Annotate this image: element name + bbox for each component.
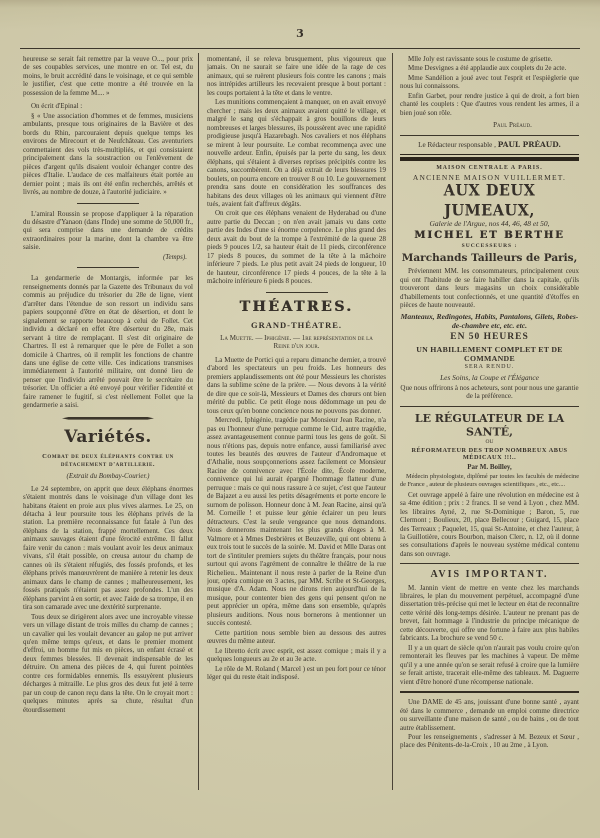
section-divider (77, 267, 139, 268)
ad-tailors-hours: EN 50 HEURES (450, 332, 529, 343)
column-left (23, 55, 193, 792)
ad-avis-paragraph-2: Il y a un quart de siècle qu'on n'aurait pas voulu croire qu'on remonterait les fleuves par les machines à vapeur. De même qu'il y a une année qu'on se serait refusé à croire que la lumière se ferait artiste, tracerait elle-même des tableaux. M. Daguerre vient d'être honoré d'une récompense nationale. (400, 643, 579, 686)
rule (400, 563, 579, 564)
ad-tailors-title: AUX DEUX JUMEAUX, (443, 181, 536, 219)
theatres-title: THÉATRES. (239, 298, 354, 315)
header-rule (20, 48, 580, 49)
editor-name: PAUL PRÉAUD. (497, 139, 561, 149)
ad-tailors-command: UN HABILLEMENT COMPLET ET DE COMMANDE (416, 344, 563, 363)
grand-theatre-subtitle: GRAND-THÉATRE. (250, 319, 343, 330)
review-note-joly: Mlle Joly est ravissante sous le costume de grisette. (408, 55, 553, 63)
theatre-review-2: Mercredi, Iphigénie, tragédie par Monsieur Jean Racine, n'a pas eu l'honneur d'une perruque comme le Cid, autre tragédie, assez avantageusement connue parmi tous les gens de goût. Si nous n'étions pas, depuis notre enfance, aussi familiarisé avec toutes les beautés des œuvres de l'auteur d'Andromaque et d'Athalie, nous soupçonnerions assez facilement ce Monsieur Racine de connivence avec l'École dite, École moderne, connivence qui lui aurait épargné l'hommage flatteur d'une perruque : mais ce qui nous rassure à ce sujet, c'est que l'auteur de Bajazet a eu aussi les petits désagréments et porte encore le surnom de polisson. Honneur donc à M. Jean Racine, ainsi qu'à M. Corneille ! et puisse leur génie éclairer un peu leurs détracteurs. C'est la seule vengeance que nous demandons. Nous donnerons maintenant les plus grands éloges à M. Valmore et à Mmes Desbrières et Beuzeville, qui ont obtenu à eux trois tout le succès de la soirée. M. David et Mlle Daras ont tort de s'intituler premiers sujets du théâtre français, pour nous surtout qui avons l'agrément de connaître le théâtre de la rue Richelieu.. Maintenant il nous reste à parler de la Reine d'un jour, opéra comique en 3 actes, par MM. Scribe et St-Georges, musique d'A. Adam. Nous ne dirons rien aujourd'hui de la musique, pour contenter bien des gens qui pensent qu'on ne peut apprécier un opéra, même dans son ensemble, qu'après plusieurs auditions. Nous nous bornerons à mentionner un succès contesté. (207, 416, 386, 628)
theatre-review-3: Cette partition nous semble bien au dessous des autres œuvres du même auteur. (207, 628, 386, 646)
review-note-desvignes: Mme Desvignes a été applaudie aux couplets du 2e acte. (408, 64, 567, 73)
article-epinal: § « Une association d'hommes et de femmes, musiciens ambulants, presque tous originaires de la Bavière et des bords du Rhin, parcouraient depuis quelque temps les environs de Mirecourt et de Neufchâteau. Ces aventuriers commettaient des vols très-multipliés, et qui consistaient principalement dans la soustraction ou l'enlèvement de pièces d'argent qu'ils disaient vouloir échanger contre des pièces d'Italie. L'audace de ces malfaiteurs était portée au dernier point ; mais ils ont été enfin recherchés, arrêtés et livrés, au nombre de douze, à l'autorité judiciaire. » (23, 111, 193, 197)
article-roussin: L'amiral Roussin se propose d'appliquer à la réparation du désastre d'Yanaon (dans l'Inde) une somme de 50,000 fr., qui sera comprise dans une demande de crédits extraordinaires pour la marine, dont la chambre va être saisie. (23, 209, 193, 252)
ad-dame-paragraph-1: Une DAME de 45 ans, jouissant d'une bonne santé , ayant été dans le commerce , demande un emploi comme directrice ou surveillante d'une maison de santé , ou de bains , ou de tout autre établissement. (400, 698, 579, 732)
ad-tailors-rendu: SERA RENDU. (464, 364, 515, 371)
page-number: 3 (296, 27, 304, 40)
varietes-title: Variétés. (64, 426, 152, 447)
heavy-rule (400, 154, 579, 161)
ad-regulateur-subtitle: RÉFORMATEUR DES TROP NOMBREUX ABUS MÉDICAUX !!!.. (411, 446, 568, 462)
ad-tailors-successors: SUCCESSEURS : (461, 242, 518, 249)
article-roussin-source: (Temps). (162, 252, 187, 261)
ad-tailors-soins: Les Soins, la Coupe et l'Élégance (440, 372, 539, 382)
column-right (400, 55, 579, 792)
ad-regulateur (400, 412, 579, 559)
ad-dame-paragraph-2: Pour les renseignements , s'adresser à M. Bezeux et Sœur , place des Pénitents-de-la-Croix , 10 au 2me , à Lyon. (400, 733, 579, 750)
varietes-continuation-3: On croit que ces éléphans venaient de Hyderabad ou d'une autre partie du Deccan ; on n'en avait jamais vu dans cette partie des Indes d'une si énorme corpulence. Le plus grand des deux avait du bout de la trompe à l'extrémité de la queue 28 pieds 9 pouces 1/2, sa hauteur était de 11 pieds, circonférence 17 pieds 8 pouces, du sommet de la tête à la mâchoire inférieure 7 pieds. Le plus petit avait 24 pieds de longueur, 10 de hauteur, circonférence 17 pieds 4 pouces, de la tête à la mâchoire inférieure 6 pieds 8 pouces. (207, 209, 386, 286)
ad-tailors-items: Manteaux, Redingotes, Habits, Pantalons, Gilets, Robes-de-chambre etc, etc. etc. (400, 311, 579, 330)
article-veuve: heureuse se serait fait remettre par la veuve O..., pour prix de ses coupables services, une montre en or. Tel est, du moins, le bruit accrédité dans le voisinage, et ce qui semble le justifier, c'est que cette montre a été trouvée en la possession de la femme M.... » (23, 55, 193, 97)
ad-tailors-line2: ANCIENNE MAISON VUILLERMET. (412, 172, 567, 182)
section-divider (266, 292, 328, 293)
article-gendarmerie: La gendarmerie de Montargis, informée par les renseignements donnés par la Gazette des Tribunaux du vol commis au préjudice du trésorier du 28e de ligne, vient d'arrêter dans l'étendue de son ressort un individu sans papiers soupçonné d'être en état de désertion, et dont le signalement se rapporte beaucoup à celui de Follet. Cet individu a déclaré en effet être déserteur du 28e, mais servant à titre de remplaçant. Il s'est dit originaire de Chartres. Il est à remarquer que le père de Follet a son domicile à Chartres, où il remplit les fonctions de chantre dans une église de cette ville. Ces indications transmises immédiatement à l'autorité militaire, ont donné lieu de penser que l'individu arrêté pouvait être le secrétaire du trésorier. Un officier a été envoyé pour vérifier l'identité et faire ramener le fugitif, si c'est réellement Follet que la gendarmerie a saisi. (23, 274, 193, 410)
ad-regulateur-credentials: Médecin physiologiste, diplômé par toutes les facultés de médecine de France , auteur de plusieurs ouvrages scientifiques , etc., etc.... (400, 473, 579, 489)
ad-regulateur-ou: OU (485, 439, 494, 446)
column-rule-left (198, 53, 199, 790)
varietes-continuation-2: Les munitions commençaient à manquer, on en avait envoyé chercher ; mais les deux animaux avaient quitté le village, et malgré le sang qui s'échappait à gros bouillons de leurs nombreuses et larges blessures, ils poussèrent avec une rapidité prodigieuse jusqu'à Hazarebagh. Nos cavaliers et nos éléphans se mirent à leur poursuite. Le combat recommença avec une nouvelle ardeur. Enfin, épuisés par la perte du sang, les deux éléphans, qui s'étaient à diverses reprises précipités contre les canons, succombèrent. On a déjà extrait de leurs blessures 19 boulets, on pourra encore en trouver 8 ou 10. Le gouvernement prendra sans doute en considération les souffrances des habitans des deux villages où les animaux qui viennent d'être tués, avaient fait d'affreux dégâts. (207, 98, 386, 208)
ad-dame (400, 698, 579, 750)
editor-label: Le Rédacteur responsable , (418, 140, 496, 149)
theatre-program: La Muette. — Iphigénie. — 1re représentation de la Reine d'un jour. (220, 333, 373, 351)
theatre-review-5: Le rôle de M. Roland ( Marcel ) est un peu fort pour ce ténor léger qui du reste était indisposé. (207, 664, 386, 682)
editor-line (400, 141, 579, 150)
ad-tailors (400, 165, 579, 401)
ad-avis-paragraph-1: M. Jannin vient de mettre en vente chez les marchands libraires, le plan du mouvement perpétuel, accompagné d'une dissertation très-précise qui met le lecteur en état de reconnaître cette vérité dès long-temps désirée. L'auteur ne prenant pas de brevet, fait hommage à l'industrie du principe mécanique de cette découverte, qui offre une fortune à faire aux plus habiles fabricants. La brochure se vend 50 c. (400, 583, 579, 643)
ad-regulateur-body: Cet ouvrage appelé à faire une révolution en médecine est à sa 4me édition ; prix : 2 francs. Il se vend à Lyon , chez MM. les libraires Ayné, 2, rue St-Dominique ; Baron, 5, rue Clermont ; Boulieux, 20, place Bellecour ; Guigard, 15, place des Terreaux ; Paquelet, 15, quai St-Antoine, et chez l'auteur, à la Guillotière, cours Bourbon, maison Clerc, n. 12, où il donne ses consultations d'après le nouveau système médical contenu dans son ouvrage. (400, 490, 579, 558)
varietes-subtitle: Combat de deux éléphants contre un détachement d'artillerie. (42, 453, 174, 469)
varietes-paragraph-2: Tous deux se dirigèrent alors avec une incroyable vitesse vers un village distant de trois milles du champ de cannes ; un cavalier qui les voulait devancer au galop ne put arriver qu'en même temps qu'eux, et dans le premier moment d'effroi, un homme fut mis en pièces, un enfant écrasé et deux femmes blessées. Il devenait indispensable de les détruire. On amena des pièces de 4, qui furent pointées contre ces formidables ennemis. Ils essuyèrent plusieurs décharges à mitraille. Le plus gros des deux fut jeté à terre par un coup de canon reçu dans la tête. On le croyait mort : quelques minutes après sa chute, résultat d'un étourdissement (23, 612, 193, 714)
ad-tailors-body: Préviennent MM. les consommateurs, principalement ceux qui ont l'habitude de se faire habiller dans la capitale, qu'ils trouveront dans leurs magasins un choix considérable d'habillements tout confectionnés, et une quantité d'étoffes en pièces de haute nouveauté. (400, 267, 579, 310)
rule-medium (400, 691, 579, 693)
ad-avis (400, 569, 579, 686)
review-note-garbet: Enfin Garbet, pour rendre justice à qui de droit, a fort bien chanté les couplets : Que d'autres vous rendent les armes, il a bien joué son rôle. (400, 91, 579, 117)
theatre-review-4: Le libretto écrit avec esprit, est assez comique ; mais il y a quelques longueurs au 2e et au 3e acte. (207, 646, 386, 664)
rule (400, 406, 579, 407)
section-divider-taper (62, 417, 154, 420)
ad-regulateur-title: LE RÉGULATEUR DE LA SANTÉ, (414, 410, 565, 439)
epinal-intro: On écrit d'Epinal : (31, 102, 83, 111)
review-note-sandelion: Mme Sandélion a joué avec tout l'esprit et l'espièglerie que nous lui connaissons. (400, 73, 579, 91)
ad-regulateur-author: Par M. Boilley, (467, 462, 512, 471)
rule (400, 135, 579, 136)
column-rule-right (392, 53, 393, 790)
varietes-source: (Extrait du Bombay-Courier.) (66, 472, 150, 481)
ad-avis-title: AVIS IMPORTANT. (430, 569, 549, 581)
section-divider (77, 203, 139, 204)
ad-tailors-closing: Que nous offrirons à nos acheteurs, sont pour nous une garantie de la préférence. (400, 383, 579, 401)
ad-tailors-names: MICHEL ET BERTHE (414, 229, 565, 241)
varietes-paragraph-1: Le 24 septembre, on apprit que deux éléphans énormes s'étaient montrés dans le voisinage d'un village dont les habitans étaient en proie aux plus vives alarmes. Le 25, on détacha à leur poursuite tous les éléphans privés de la station. La première reconnaissance fut fatale à l'un des éléphans de la station, frappé mortellement. Ces deux animaux sauvages étaient d'une férocité extrême. Il fallut faire venir du canon : mais voulant avoir les deux animaux vivans, s'il était possible, on creusa autour du champ de cannes où ils s'étaient réfugiés, des fossés profonds, et les éléphans privés manœuvrèrent de manière à retenir les deux animaux dans le champ de cannes ; malheureusement, les fossés pratiqués n'étaient pas assez profondes. L'un des éléphans parvint à en sortir, et avec l'aide de sa trompe, il en tira son camarade avec une dextérité surprenante. (23, 484, 193, 612)
ad-tailors-subtitle: Marchands Tailleurs de Paris, (401, 251, 578, 264)
theatre-review-1: La Muette de Portici qui a reparu dimanche dernier, a trouvé d'abord les spectateurs un peu froids. Les honneurs des premiers applaudissements ont été pour Messieurs les choristes dans la sublime scène de la prière. — Nous devons à la vérité de dire que ce soir-là, Messieurs et Dames des chœurs ont bien mérité du public. Ce petit éloge nous dédommage un peu de tous ceux qu'en bonne concience nous ne pouvons pas donner. (207, 355, 386, 415)
ad-tailors-line1: MAISON CENTRALE A PARIS. (436, 164, 543, 171)
byline: Paul Préaud. (493, 121, 532, 130)
varietes-continuation-1: momentané, il se releva brusquement, plus vigoureux que jamais. On ne saurait se faire une idée de la rage de ces animaux, qui se ruèrent plusieurs fois contre les canons ; mais nos intrépides artilleurs les recevaient presque à bout portant : les coups portaient à la tête et dans le ventre. (207, 55, 386, 97)
ad-tailors-address: Galerie de l'Argue, nos 44, 46, 48 et 50, (429, 218, 550, 228)
column-middle (207, 55, 386, 792)
